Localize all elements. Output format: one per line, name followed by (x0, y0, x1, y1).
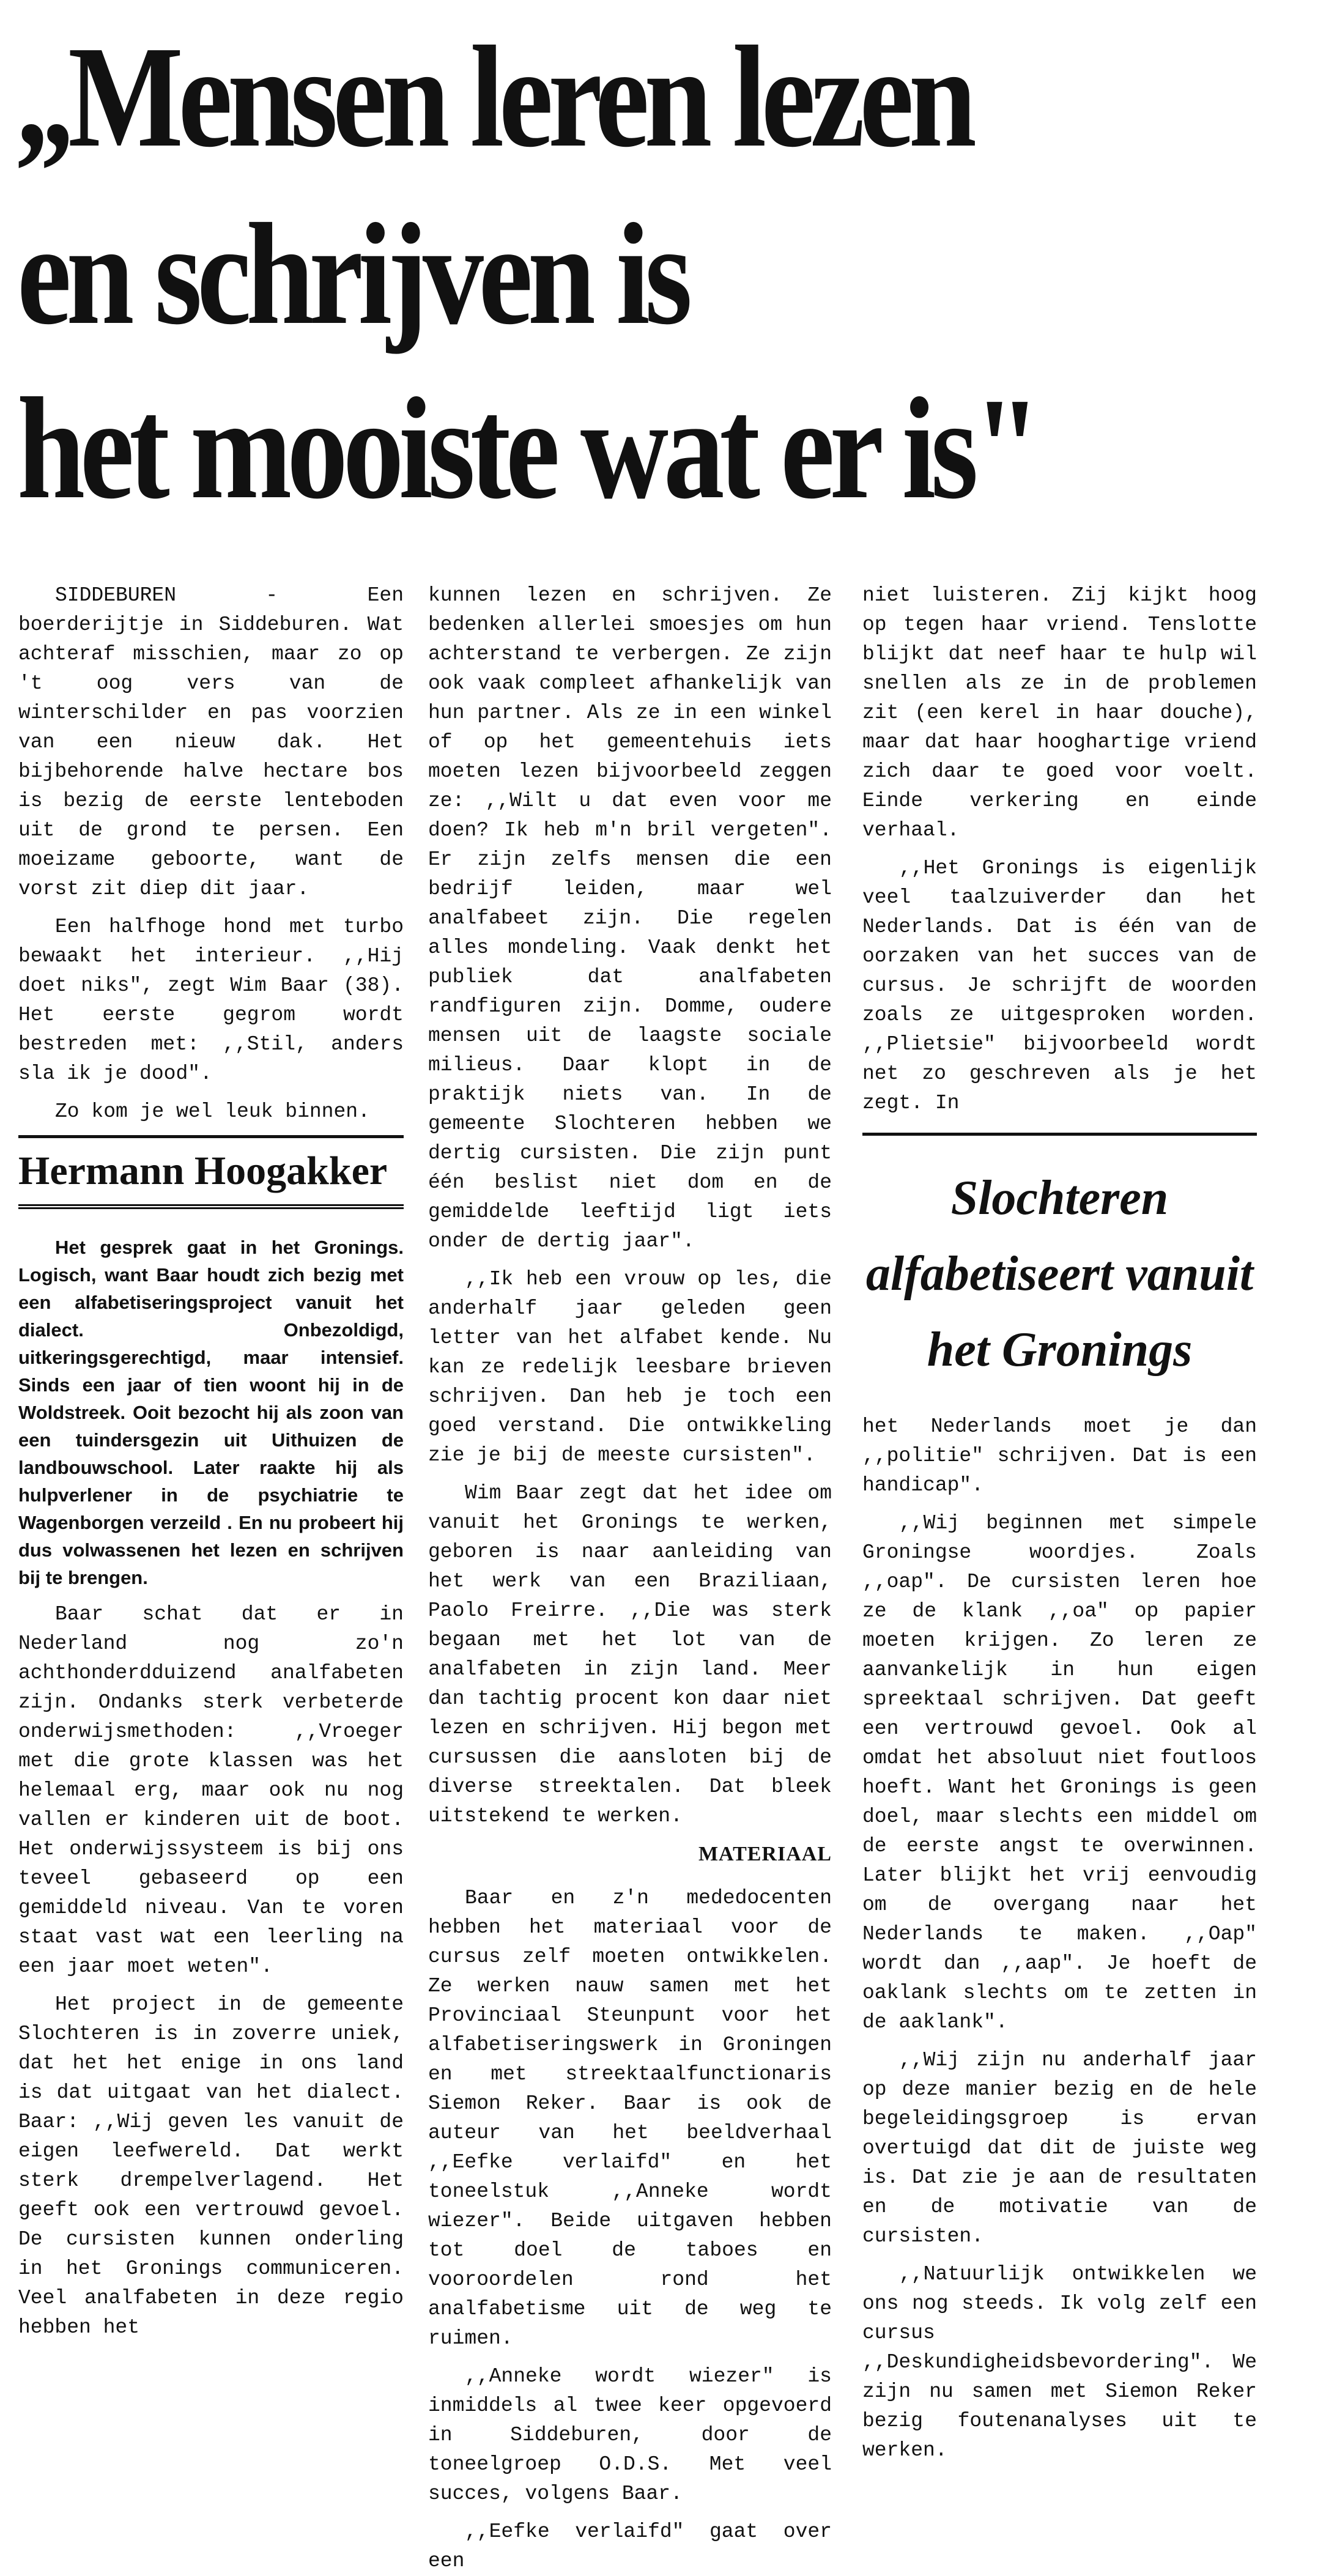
col1-paragraph-1: SIDDEBUREN - Een boerderijtje in Siddeburen. Wat achteraf misschien, maar zo op 't oog vers van de winterschilder en pas voorzien van een nieuw dak. Het bijbehorende halve hectare bos is bezig de eerste lenteboden uit de grond te persen. Een moeizame geboorte, want de vorst zit diep dit jaar. (18, 584, 404, 900)
headline-line-1: ,,Mensen leren lezen (17, 17, 972, 177)
col3-paragraph-6: ,,Natuurlijk ontwikkelen we ons nog steeds. Ik volg zelf een cursus ,,Deskundigheidsbevordering". We zijn nu samen met Siemon Reker bezig foutenanalyses uit te werken. (862, 2263, 1257, 2462)
col1-paragraph-3: Zo kom je wel leuk binnen. (55, 1100, 370, 1123)
headline (0, 0, 1326, 550)
col2-paragraph-2: ,,Ik heb een vrouw op les, die anderhalf jaar geleden geen letter van het alfabet kende. Nu kan ze redelijk leesbare brieven schrijven. Dan heb je toch een goed verstand. Die ontwikkeling zie je bij de meeste cursisten". (428, 1268, 832, 1467)
col1-paragraph-2: Een halfhoge hond met turbo bewaakt het interieur. ,,Hij doet niks", zegt Wim Baar (38). Het eerste gegrom wordt bestreden met: ,,Stil, anders sla ik je dood". (18, 916, 404, 1085)
col2-paragraph-5: ,,Anneke wordt wiezer" is inmiddels al twee keer opgevoerd in Siddeburen, door de toneelgroep O.D.S. Met veel succes, volgens Baar. (428, 2365, 832, 2505)
col1-paragraph-4: Baar schat dat er in Nederland nog zo'n achthonderdduizend analfabeten zijn. Ondanks sterk verbeterde onderwijsmethoden: ,,Vroeger met die grote klassen was het helemaal erg, maar ook nu nog vallen er kinderen uit de boot. Het onderwijssysteem is bij ons teveel gebaseerd op een gemiddeld niveau. Van te voren staat vast wat een leerling na een jaar moet weten". (18, 1603, 404, 1978)
col2-paragraph-3: Wim Baar zegt dat het idee om vanuit het Gronings te werken, geboren is naar aanleiding van het werk van een Braziliaan, Paolo Freirre. ,,Die was sterk begaan met het lot van de analfabeten in zijn land. Meer dan tachtig procent kon daar niet lezen en schrijven. Hij begon met cursussen die aansloten bij de diverse streektalen. Dat bleek uitstekend te werken. (428, 1482, 832, 1827)
column-1 (18, 581, 404, 2339)
col3-paragraph-1: niet luisteren. Zij kijkt hoog op tegen haar vriend. Tenslotte blijkt dat neef haar te hulp wil snellen als ze in de problemen zit (een kerel in haar douche), maar dat haar hooghartige vriend zich daar te goed voor voelt. Einde verkering en einde verhaal. (862, 584, 1257, 842)
column-2 (428, 581, 832, 2572)
headline-line-3: het mooiste wat er is" (17, 368, 1036, 529)
section-subhead: MATERIAAL (698, 1843, 832, 1865)
col3-paragraph-2: ,,Het Gronings is eigenlijk veel taalzuiverder dan het Nederlands. Dat is één van de oorzaken van het succes van de cursus. Je schrijft de woorden zoals ze uitgesproken worden. ,,Plietsie" bijvoorbeeld wordt net zo geschreven als je het zegt. In (862, 857, 1257, 1114)
pull-quote-headline: Slochteren alfabetiseert vanuit het Gronings (862, 1133, 1257, 1388)
col2-paragraph-4: Baar en z'n mededocenten hebben het materiaal voor de cursus zelf moeten ontwikkelen. Ze werken nauw samen met het Provinciaal Steunpunt voor het alfabetiseringswerk in Groningen en met streektaalfunctionaris Siemon Reker. Baar is ook de auteur van het beeldverhaal ,,Eefke verlaifd" en het toneelstuk ,,Anneke wordt wiezer". Beide uitgaven hebben tot doel de taboes en vooroordelen rond het analfabetisme uit de weg te ruimen. (428, 1887, 832, 2350)
headline-line-2: en schrijven is (17, 194, 687, 355)
col2-paragraph-1: kunnen lezen en schrijven. Ze bedenken allerlei smoesjes om hun achterstand te verbergen. Ze zijn ook vaak compleet afhankelijk van hun partner. Als ze in een winkel of op het gemeentehuis iets moeten lezen bijvoorbeeld zeggen ze: ,,Wilt u dat even voor me doen? Ik heb m'n bril vergeten". Er zijn zelfs mensen die een bedrijf leiden, maar wel analfabeet zijn. Die regelen alles mondeling. Vaak denkt het publiek dat analfabeten randfiguren zijn. Domme, oudere mensen uit de laagste sociale milieus. Daar klopt in de praktijk niets van. In de gemeente Slochteren hebben we dertig cursisten. Die zijn punt één beslist niet dom en de gemiddelde leeftijd ligt iets onder de dertig jaar". (428, 584, 832, 1253)
col3-paragraph-3: het Nederlands moet je dan ,,politie" schrijven. Dat is een handicap". (862, 1415, 1257, 1497)
col2-paragraph-6: ,,Eefke verlaifd" gaat over een (428, 2520, 832, 2572)
col3-paragraph-4: ,,Wij beginnen met simpele Groningse woordjes. Zoals ,,oap". De cursisten leren hoe ze de klank ,,oa" op papier moeten krijgen. Zo leren ze aanvankelijk in hun eigen spreektaal schrijven. Dat geeft een vertrouwd gevoel. Ook al omdat het absoluut niet foutloos hoeft. Want het Gronings is geen doel, maar slechts een middel om de eerste angst te overwinnen. Later blijkt het vrij eenvoudig om de overgang naar het Nederlands te maken. ,,Oap" wordt dan ,,aap". Je hoeft de oaklank slechts om te zetten in de aaklank". (862, 1512, 1257, 2034)
lead-paragraph: Het gesprek gaat in het Gronings. Logisch, want Baar houdt zich bezig met een alfabetiseringsproject vanuit het dialect. Onbezoldigd, uitkeringsgerechtigd, maar intensief. Sinds een jaar of tien woont hij in de Woldstreek. Ooit bezocht hij als zoon van een tuindersgezin uit Uithuizen de landbouwschool. Later raakte hij als hulpverlener in de psychiatrie te Wagenborgen verzeild . En nu probeert hij dus volwassenen het lezen en schrijven bij te brengen. (18, 1237, 404, 1588)
author-byline: Hermann Hoogakker (18, 1135, 404, 1209)
column-3 (862, 581, 1257, 2462)
col1-paragraph-5: Het project in de gemeente Slochteren is in zoverre uniek, dat het het enige in ons land is dat uitgaat van het dialect. Baar: ,,Wij geven les vanuit de eigen leefwereld. Dat werkt sterk drempelverlagend. Het geeft ook een vertrouwd gevoel. De cursisten kunnen onderling in het Gronings communiceren. Veel analfabeten in deze regio hebben het (18, 1993, 404, 2339)
col3-paragraph-5: ,,Wij zijn nu anderhalf jaar op deze manier bezig en de hele begeleidingsgroep is ervan overtuigd dat dit de juiste weg is. Dat zie je aan de resultaten en de motivatie van de cursisten. (862, 2049, 1257, 2248)
